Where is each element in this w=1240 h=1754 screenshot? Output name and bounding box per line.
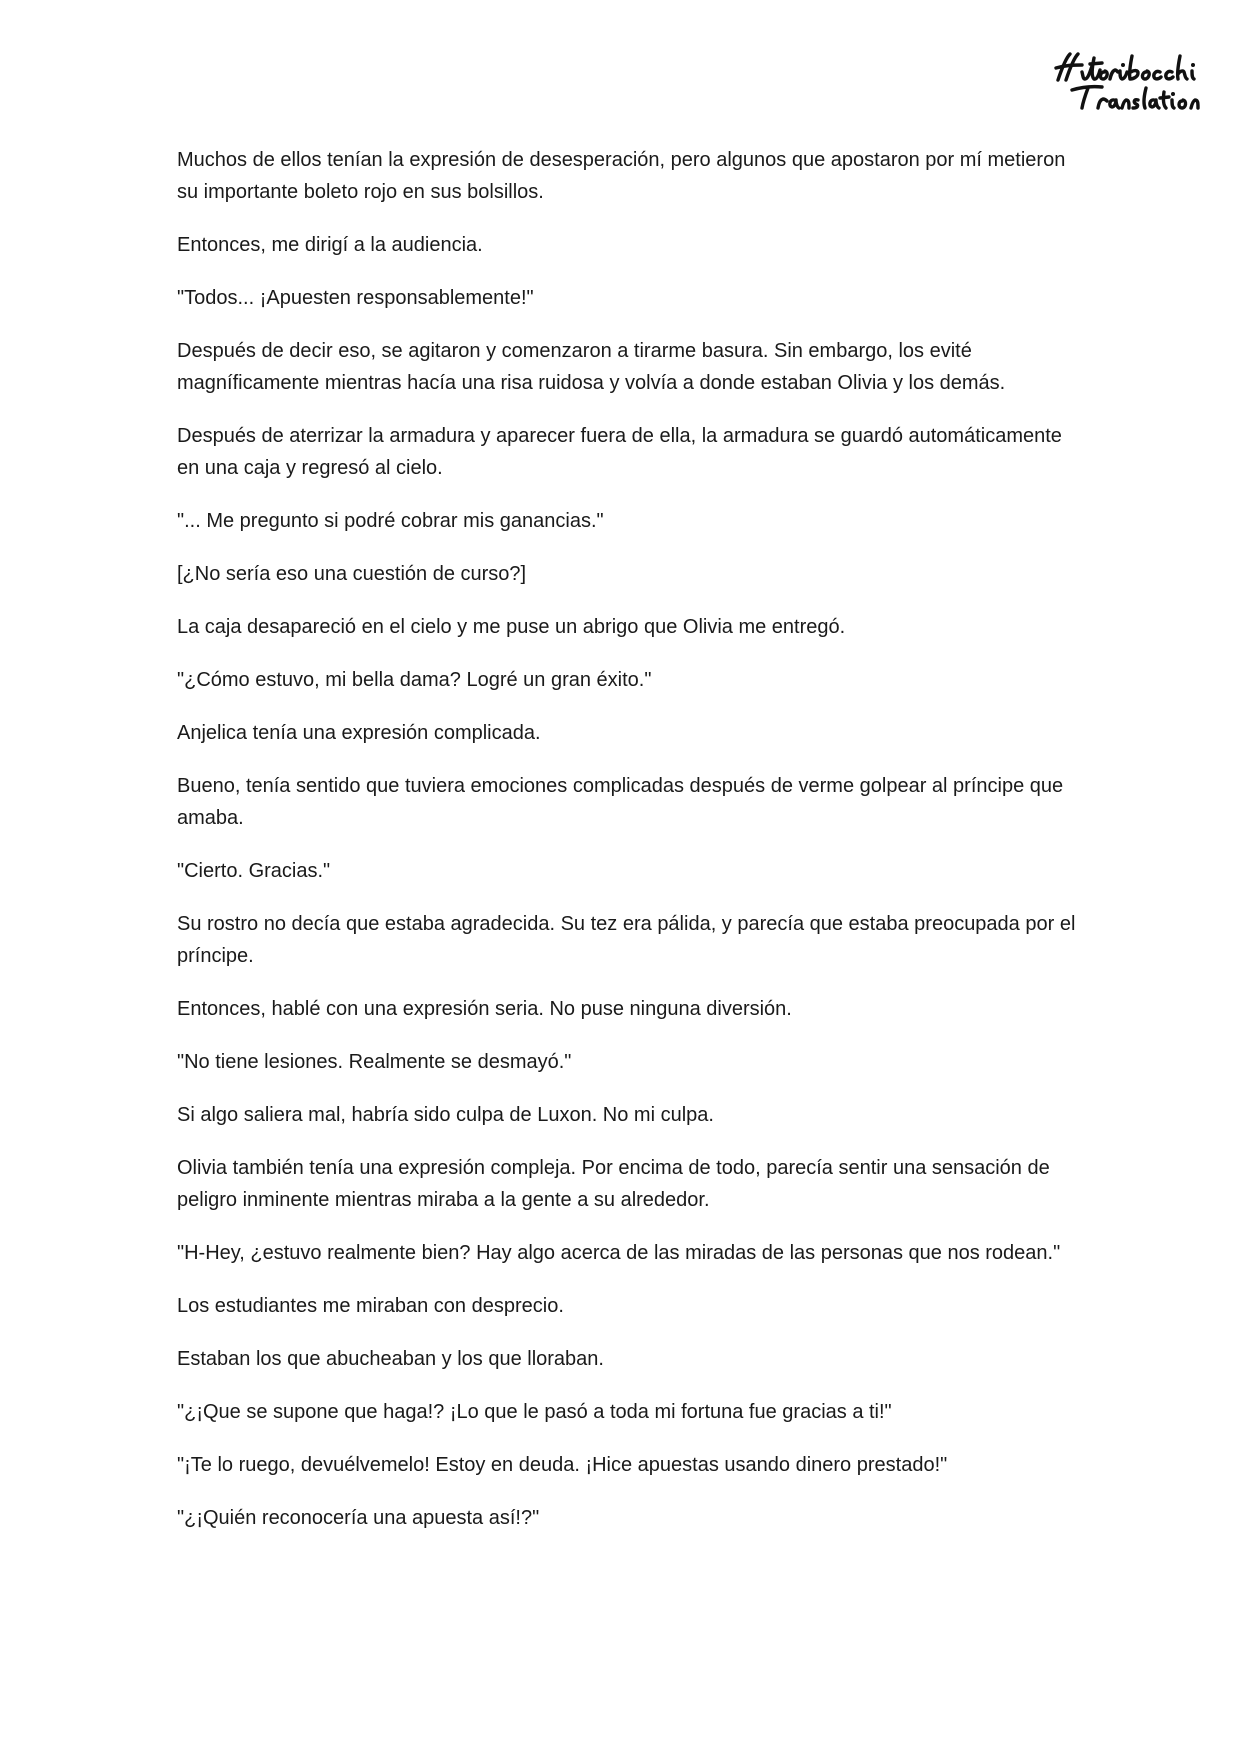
paragraph: "¿Cómo estuvo, mi bella dama? Logré un gran éxito." [177,669,652,691]
paragraph: Bueno, tenía sentido que tuviera emociones complicadas después de verme golpear al príncipe que amaba. [177,775,1064,829]
translator-logo [1052,50,1212,112]
paragraph: "... Me pregunto si podré cobrar mis ganancias." [177,510,604,532]
hitoribocchi-translation-logo-icon [1052,50,1212,112]
paragraph: Entonces, me dirigí a la audiencia. [177,234,483,256]
paragraph: Si algo saliera mal, habría sido culpa de Luxon. No mi culpa. [177,1104,714,1126]
paragraph: "Todos... ¡Apuesten responsablemente!" [177,287,534,309]
paragraph: Muchos de ellos tenían la expresión de desesperación, pero algunos que apostaron por mí metieron su importante boleto rojo en sus bolsillos. [177,149,1066,203]
paragraph: [¿No sería eso una cuestión de curso?] [177,563,527,585]
paragraph: "Cierto. Gracias." [177,860,331,882]
document-body [177,144,1077,1555]
paragraph: "H-Hey, ¿estuvo realmente bien? Hay algo acerca de las miradas de las personas que nos rodean." [177,1242,1061,1264]
paragraph: Después de aterrizar la armadura y aparecer fuera de ella, la armadura se guardó automáticamente en una caja y regresó al cielo. [177,425,1062,479]
paragraph: Olivia también tenía una expresión compleja. Por encima de todo, parecía sentir una sensación de peligro inminente mientras miraba a la gente a su alrededor. [177,1157,1050,1211]
paragraph: "¿¡Quién reconocería una apuesta así!?" [177,1507,540,1529]
paragraph: "¿¡Que se supone que haga!? ¡Lo que le pasó a toda mi fortuna fue gracias a ti!" [177,1401,892,1423]
paragraph: Anjelica tenía una expresión complicada. [177,722,541,744]
paragraph: Entonces, hablé con una expresión seria. No puse ninguna diversión. [177,998,792,1020]
paragraph: "No tiene lesiones. Realmente se desmayó." [177,1051,572,1073]
paragraph: Su rostro no decía que estaba agradecida. Su tez era pálida, y parecía que estaba preocupada por el príncipe. [177,913,1076,967]
paragraph: La caja desapareció en el cielo y me puse un abrigo que Olivia me entregó. [177,616,846,638]
paragraph: Después de decir eso, se agitaron y comenzaron a tirarme basura. Sin embargo, los evité magníficamente mientras hacía una risa ruidosa y volvía a donde estaban Olivia y los demás. [177,340,1006,394]
paragraph: "¡Te lo ruego, devuélvemelo! Estoy en deuda. ¡Hice apuestas usando dinero prestado!" [177,1454,948,1476]
paragraph: Estaban los que abucheaban y los que lloraban. [177,1348,604,1370]
paragraph: Los estudiantes me miraban con desprecio. [177,1295,564,1317]
